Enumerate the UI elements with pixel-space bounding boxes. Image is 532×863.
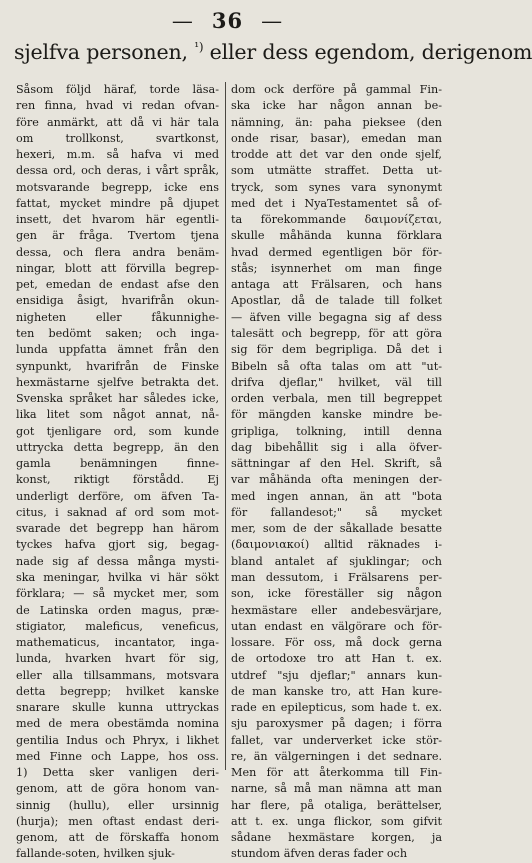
left-column-line: lunda uppfatta ämnet från den <box>16 343 219 357</box>
right-column-line: var måhända ofta meningen der- <box>231 473 442 487</box>
right-column-line: hvad dermed egentligen bör för- <box>231 245 442 259</box>
left-column-line: synpunkt, hvarifrån de Finske <box>16 359 219 373</box>
runon-line <box>14 40 532 68</box>
right-column-line: (δαιμονιακοί) alltid räknades i- <box>231 538 442 552</box>
right-column-line: sättningar af den Hel. Skrift, så <box>231 457 442 471</box>
right-column-line: mer, som de der såkallade besatte <box>231 522 442 536</box>
left-column-line: hexmästarne sjelfve betrakta det. <box>16 375 219 389</box>
left-column-line: sinnig (hullu), eller ursinnig <box>16 798 219 812</box>
left-column-line: nade sig af dessa många mysti- <box>16 554 219 568</box>
left-column-line: dessa ord, och deras, i vårt språk, <box>16 164 219 178</box>
right-column-line: — äfven ville begagna sig af dess <box>231 310 442 324</box>
right-column <box>231 82 442 861</box>
right-column-line: skulle måhända kunna förklara <box>231 229 442 243</box>
left-column-line: om trollkonst, svartkonst, <box>16 131 219 145</box>
right-column-line: nämning, än: paha pieksee (den <box>231 115 442 129</box>
right-column-line: hexmästare eller andebesvärjare, <box>231 603 442 617</box>
right-column-line: sju paroxysmer på dagen; i förra <box>231 717 442 731</box>
right-column-line: fallet, var underverket icke stör- <box>231 733 442 747</box>
left-column-line: Svenska språket har således icke, <box>16 392 219 406</box>
right-column-line: onde risar, basar), emedan man <box>231 131 442 145</box>
left-column-line: underligt derföre, om äfven Ta- <box>16 489 219 503</box>
left-column-line: tyckes hafva gjort sig, begag- <box>16 538 219 552</box>
left-column <box>16 82 219 861</box>
left-column-line: före anmärkt, att då vi här tala <box>16 115 219 129</box>
right-column-line: med ingen annan, än att "bota <box>231 489 442 503</box>
right-column-line: har flere, på otaliga, berättelser, <box>231 798 442 812</box>
right-column-line: att t. ex. unga flickor, som gifvit <box>231 814 442 828</box>
page-number: 36 <box>211 8 244 33</box>
left-column-line: med Finne och Lappe, hos oss. <box>16 749 219 763</box>
right-column-line: son, icke föreställer sig någon <box>231 587 442 601</box>
right-column-line: narne, så må man nämna att man <box>231 782 442 796</box>
left-column-line: konst, riktigt förstådd. Ej <box>16 473 219 487</box>
runon-text-after: eller dess egendom, derigenom <box>203 40 532 64</box>
right-column-line: för fallandesot;" så mycket <box>231 505 442 519</box>
right-column-line: drifva djeflar," hvilket, väl till <box>231 375 442 389</box>
right-column-line: rade en epilepticus, som hade t. ex. <box>231 701 442 715</box>
right-column-line: talesätt och begrepp, för att göra <box>231 326 442 340</box>
right-column-line: som utmätte straffet. Detta ut- <box>231 164 442 178</box>
left-column-line: stigiator, maleficus, veneficus, <box>16 619 219 633</box>
left-column-line: ningar, blott att förvilla begrep- <box>16 261 219 275</box>
left-column-line: nigheten eller fåkunnighe- <box>16 310 219 324</box>
page-header <box>0 8 455 32</box>
right-column-line: ska icke har någon annan be- <box>231 99 442 113</box>
right-column-line: de ortodoxe tro att Han t. ex. <box>231 652 442 666</box>
left-column-line: förklara; — så mycket mer, som <box>16 587 219 601</box>
left-column-line: pet, emedan de endast afse den <box>16 278 219 292</box>
right-column-line: ta förekommande δαιμονίζεται, <box>231 213 442 227</box>
left-column-line: hexeri, m.m. så hafva vi med <box>16 148 219 162</box>
left-column-line: med de mera obestämda nomina <box>16 717 219 731</box>
left-column-line: eller alla tillsammans, motsvara <box>16 668 219 682</box>
right-column-line: de man kanske tro, att Han kure- <box>231 684 442 698</box>
right-column-line: utdref "sju djeflar;" annars kun- <box>231 668 442 682</box>
left-column-line: detta begrepp; hvilket kanske <box>16 684 219 698</box>
left-column-line: genom, att de göra honom van- <box>16 782 219 796</box>
right-column-line: trodde att det var den onde sjelf, <box>231 148 442 162</box>
right-column-line: dag bibehållit sig i alla öfver- <box>231 440 442 454</box>
right-column-line: för mängden kanske mindre be- <box>231 408 442 422</box>
left-column-line: citus, i saknad af ord som mot- <box>16 505 219 519</box>
right-column-line: man dessutom, i Frälsarens per- <box>231 570 442 584</box>
right-column-line: tryck, som synes vara synonymt <box>231 180 442 194</box>
left-column-line: ten bedömt saken; och inga- <box>16 326 219 340</box>
left-column-line: fallande-soten, hvilken sjuk- <box>16 847 175 861</box>
right-column-line: bland antalet af sjuklingar; och <box>231 554 442 568</box>
right-column-line: sig för dem begripliga. Då det i <box>231 343 442 357</box>
right-column-line: Bibeln så ofta talas om att "ut- <box>231 359 442 373</box>
left-column-line: snarare skulle kunna uttryckas <box>16 701 219 715</box>
left-column-line: ren finna, hvad vi redan ofvan- <box>16 99 219 113</box>
left-column-line: (hurja); men oftast endast deri- <box>16 814 219 828</box>
left-column-line: Såsom följd häraf, torde läsa- <box>16 83 219 96</box>
right-column-line: utan endast en välgörare och för- <box>231 619 442 633</box>
left-column-line: lika litet som något annat, nå- <box>16 408 219 422</box>
left-column-line: svarade det begrepp han härom <box>16 522 219 536</box>
right-column-line: Men för att återkomma till Fin- <box>231 766 442 780</box>
left-column-line: genom, att de förskaffa honom <box>16 831 219 845</box>
runon-text-before: sjelfva personen, <box>14 40 188 64</box>
right-column-line: med det i NyaTestamentet så of- <box>231 196 442 210</box>
header-dash-right: — <box>261 9 284 33</box>
left-column-line: dessa, och flera andra benäm- <box>16 245 219 259</box>
left-column-line: insett, det hvarom här egentli- <box>16 213 219 227</box>
left-column-line: motsvarande begrepp, icke ens <box>16 180 219 194</box>
right-column-line: re, än välgerningen i det sednare. <box>231 749 442 763</box>
right-column-line: Apostlar, då de talade till folket <box>231 294 442 308</box>
left-column-line: 1) Detta sker vanligen deri- <box>16 766 219 780</box>
left-column-line: uttrycka detta begrepp, än den <box>16 440 219 454</box>
right-column-line: lossare. För oss, må dock gerna <box>231 636 442 650</box>
header-dash-left: — <box>171 9 194 33</box>
right-column-line: dom ock derföre på gammal Fin- <box>231 83 442 96</box>
right-column-line: stundom äfven deras fader och <box>231 847 408 861</box>
right-column-line: stås; isynnerhet om man finge <box>231 261 442 275</box>
footnote-marker: ¹) <box>194 40 204 55</box>
left-column-line: gen är fråga. Tvertom tjena <box>16 229 219 243</box>
left-column-line: lunda, hvarken hvart för sig, <box>16 652 219 666</box>
right-column-line: antaga att Frälsaren, och hans <box>231 278 442 292</box>
left-column-line: ska meningar, hvilka vi här sökt <box>16 570 219 584</box>
left-column-line: gamla benämningen finne- <box>16 457 219 471</box>
column-divider <box>225 82 226 770</box>
left-column-line: de Latinska orden magus, præ- <box>16 603 219 617</box>
left-column-line: got tjenligare ord, som kunde <box>16 424 219 438</box>
left-column-line: gentilia Indus och Phryx, i likhet <box>16 733 219 747</box>
right-column-line: gripliga, tolkning, intill denna <box>231 424 442 438</box>
left-column-line: ensidiga åsigt, hvarifrån okun- <box>16 294 219 308</box>
right-column-line: orden verbala, men till begreppet <box>231 392 442 406</box>
left-column-line: mathematicus, incantator, inga- <box>16 636 219 650</box>
right-column-line: sådane hexmästare korgen, ja <box>231 831 442 845</box>
left-column-line: fattat, mycket mindre på djupet <box>16 196 219 210</box>
